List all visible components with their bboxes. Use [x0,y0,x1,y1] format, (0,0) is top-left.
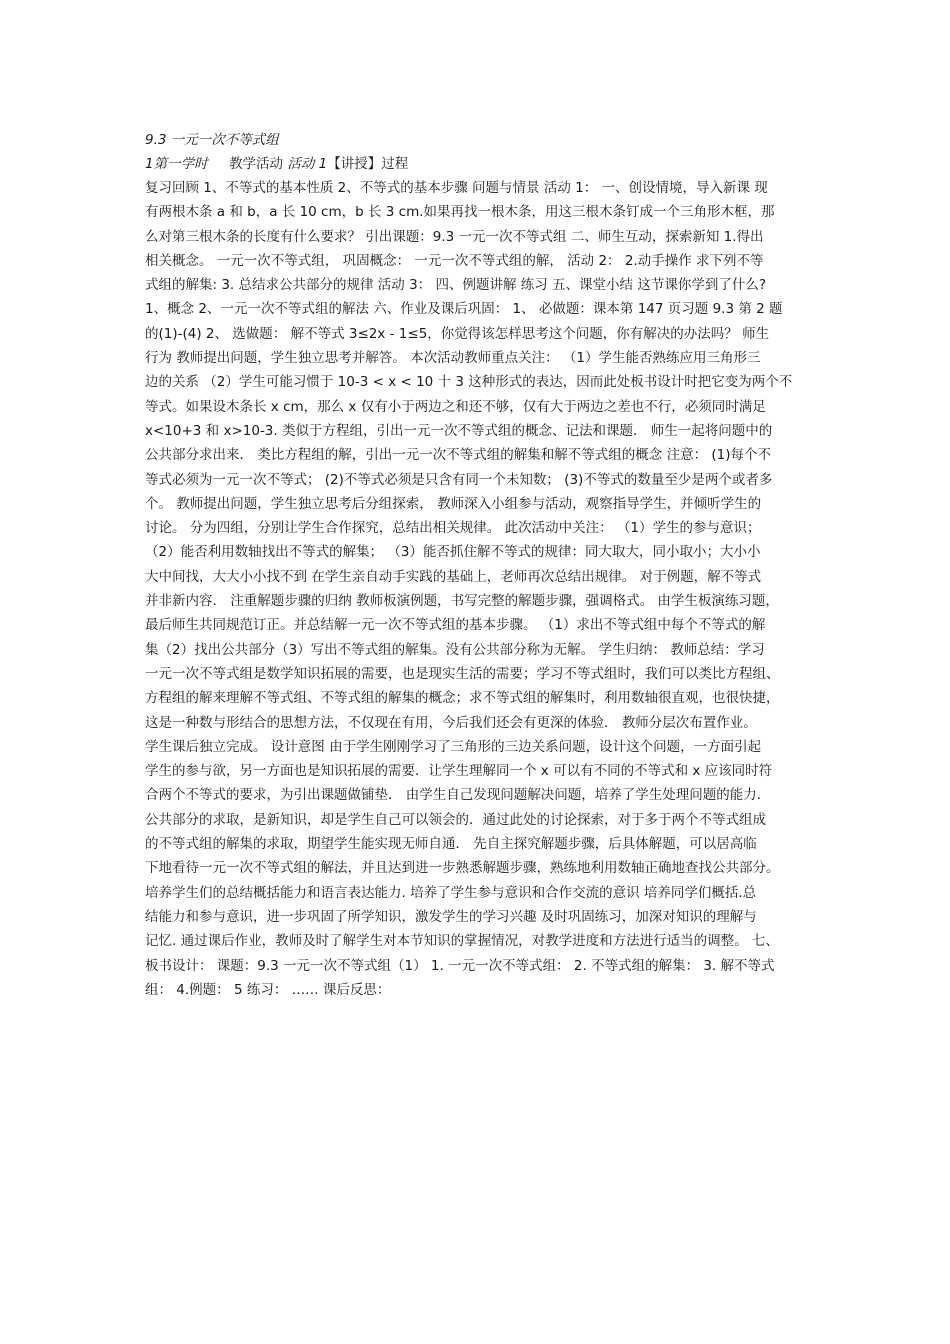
subtitle-middle: 教学活动 [229,156,284,172]
body-text-line: 么对第三根木条的长度有什么要求？ 引出课题：9.3 一元一次不等式组 二、师生互动，探索新知 1.得出 [145,228,764,245]
body-text-line: 等式必须为一元一次不等式； (2)不等式必须是只含有同一个未知数； (3)不等式的数量至少是两个或者多 [145,471,773,488]
body-text-line: 式组的解集: 3. 总结求公共部分的规律 活动 3： 四、例题讲解 练习 五、课堂小结 这节课你学到了什么? [145,277,767,294]
body-text-line: 合两个不等式的要求，为引出课题做铺垫． 由学生自己发现问题解决问题，培养了学生处理问题的能力. [145,787,762,804]
body-text-line: x<10+3 和 x>10-3. 类似于方程组，引出一元一次不等式组的概念、记法和课题． 师生一起将问题中的 [145,422,773,439]
body-text-line: 结能力和参与意识，进一步巩固了所学知识，激发学生的学习兴趣 及时巩固练习，加深对知识的理解与 [145,908,757,925]
body-text-line: 下地看待一元一次不等式组的解法，并且达到进一步熟悉解题步骤，熟练地利用数轴正确地查找公共部分。 [145,860,780,877]
body-text-line: 方程组的解来理解不等式组、不等式组的解集的概念；求不等式组的解集时，利用数轴很直观，也很快捷， [145,690,780,707]
body-text-line: 记忆. 通过课后作业，教师及时了解学生对本节知识的掌握情况，对教学进度和方法进行适当的调整。 七、 [145,933,779,950]
body-text-line: 讨论。 分为四组，分别让学生合作探究，总结出相关规律。 此次活动中关注： （1）学生的参与意识； [145,520,761,537]
body-text-line: 集（2）找出公共部分（3）写出不等式组的解集。没有公共部分称为无解。 学生归纳： 教师总结：学习 [145,641,765,658]
document-title: 9.3 一元一次不等式组 [145,132,279,148]
body-text-line: 公共部分求出来． 类比方程组的解，引出一元一次不等式组的解集和解不等式组的概念 注意： (1)每个不 [145,447,771,464]
body-text-line: 并非新内容． 注重解题步骤的归纳 教师板演例题，书写完整的解题步骤，强调格式。 由学生板演练习题， [145,593,779,610]
body-text-line: 大中间找，大大小小找不到 在学生亲自动手实践的基础上，老师再次总结出规律。 对于例题，解不等式 [145,568,762,585]
document-body [145,176,813,1002]
body-text-line: 相关概念。 一元一次不等式组， 巩固概念： 一元一次不等式组的解， 活动 2： 2.动手操作 求下列不等 [145,252,764,269]
body-text-line: 公共部分的求取，是新知识，却是学生自己可以领会的．通过此处的讨论探索，对于多于两个不等式组成 [145,811,766,828]
body-text-line: 的不等式组的解集的求取，期望学生能实现无师自通． 先自主探究解题步骤，后具体解题，可以居高临 [145,836,757,853]
body-text-line: 的(1)-(4) 2、 选做题： 解不等式 3≤2x - 1≤5，你觉得该怎样思考这个问题，你有解决的办法吗？ 师生 [145,325,770,342]
subtitle-activity: 活动 1 [287,156,328,172]
body-text-line: 最后师生共同规范订正。并总结解一元一次不等式组的基本步骤。 （1）求出不等式组中每个不等式的解 [145,617,766,634]
body-text-line: 培养学生们的总结概括能力和语言表达能力. 培养了学生参与意识和合作交流的意识 培养同学们概括.总 [145,884,757,901]
subtitle-suffix: 【讲授】过程 [327,156,409,172]
body-text-line: 边的关系 （2）学生可能习惯于 10-3 < x < 10 十 3 这种形式的表达，因而此处板书设计时把它变为两个不 [145,374,793,391]
body-text-line: 组： 4.例题： 5 练习： …… 课后反思： [145,981,391,998]
body-text-line: 板书设计： 课题：9.3 一元一次不等式组（1） 1. 一元一次不等式组： 2. 不等式组的解集： 3. 解不等式 [145,957,775,974]
body-text-line: 复习回顾 1、不等式的基本性质 2、不等式的基本步骤 问题与情景 活动 1： 一、创设情境，导入新课 现 [145,180,768,196]
body-text-line: 等式。如果设木条长 x cm，那么 x 仅有小于两边之和还不够，仅有大于两边之差也不行，必须同时满足 [145,398,766,415]
document-subtitle [145,152,813,176]
body-text-line: 1、概念 2、一元一次不等式组的解法 六、作业及课后巩固： 1、 必做题：课本第 147 页习题 9.3 第 2 题 [145,301,783,318]
subtitle-prefix: 1第一学时 [145,156,208,172]
body-text-line: （2）能否利用数轴找出不等式的解集； （3）能否抓住解不等式的规律：同大取大，同小取小；大小小 [145,544,761,561]
body-text-line: 学生课后独立完成。 设计意图 由于学生刚刚学习了三角形的三边关系问题，设计这个问题，一方面引起 [145,738,762,755]
body-text-line: 有两根木条 a 和 b，a 长 10 cm，b 长 3 cm.如果再找一根木条，用这三根木条钉成一个三角形木框，那 [145,204,775,221]
document-content [145,128,813,1002]
body-text-line: 个。 教师提出问题，学生独立思考后分组探索， 教师深入小组参与活动，观察指导学生，并倾听学生的 [145,495,762,512]
body-text-line: 学生的参与欲，另一方面也是知识拓展的需要．让学生理解同一个 x 可以有不同的不等式和 x 应该同时符 [145,763,773,780]
body-text-line: 行为 教师提出问题，学生独立思考并解答。 本次活动教师重点关注： （1）学生能否熟练应用三角形三 [145,350,761,367]
body-text-line: 这是一种数与形结合的思想方法，不仅现在有用，今后我们还会有更深的体验． 教师分层次布置作业。 [145,714,757,731]
body-text-line: 一元一次不等式组是数学知识拓展的需要，也是现实生活的需要；学习不等式组时，我们可以类比方程组、 [145,665,780,682]
